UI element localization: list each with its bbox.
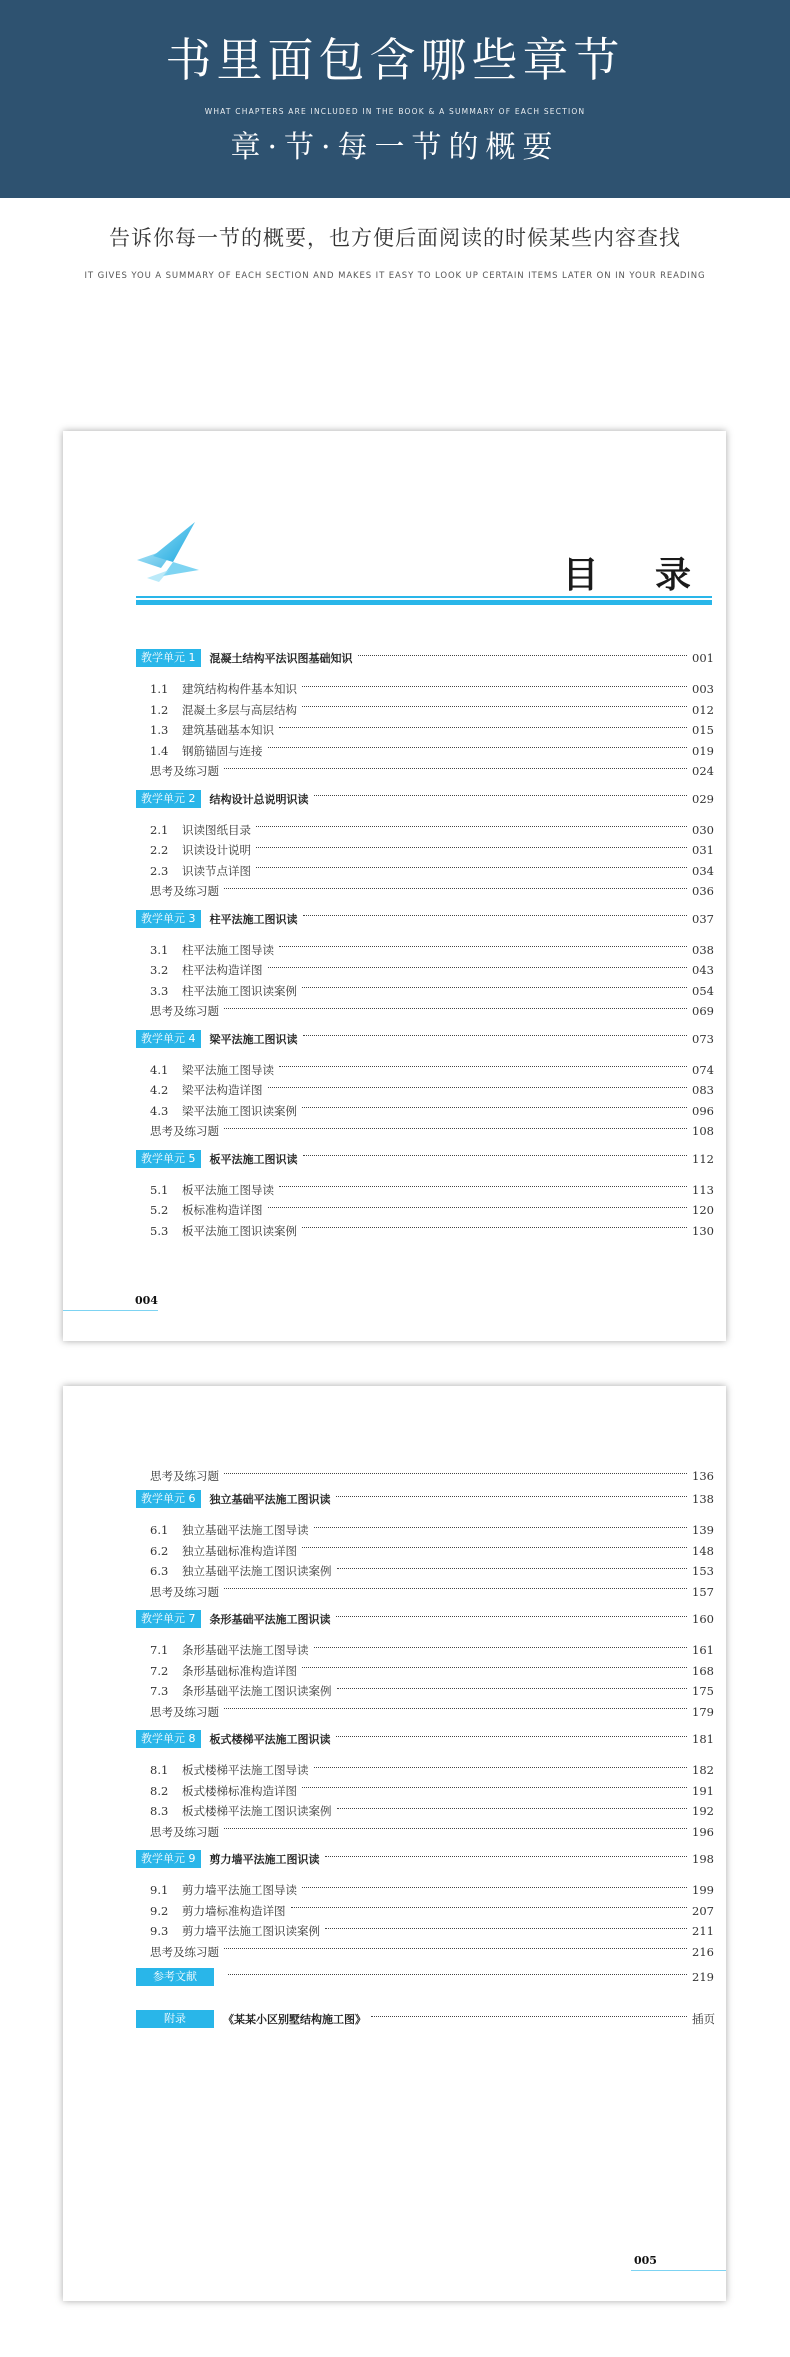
section-title: 思考及练习题 xyxy=(150,1584,219,1599)
section-number: 2.2 xyxy=(150,843,169,857)
page-ref: 148 xyxy=(692,1543,714,1558)
toc-section-row[interactable] xyxy=(136,702,712,718)
toc-section-row[interactable] xyxy=(136,1923,712,1939)
unit-badge: 教学单元 7 xyxy=(136,1610,201,1628)
toc-section-row[interactable] xyxy=(136,1003,712,1019)
dot-leader xyxy=(224,1588,687,1589)
page-number: 005 xyxy=(634,2254,657,2267)
section-number: 9.2 xyxy=(150,1903,169,1918)
unit-title: 梁平法施工图识读 xyxy=(209,1032,298,1046)
dot-leader xyxy=(224,768,687,769)
dot-leader xyxy=(325,1928,687,1929)
section-title: 板式楼梯平法施工图识读案例 xyxy=(182,1804,332,1818)
section-title: 梁平法构造详图 xyxy=(182,1083,263,1097)
page-ref: 138 xyxy=(692,1492,714,1506)
section-number: 5.3 xyxy=(150,1223,169,1238)
toc-section-row[interactable] xyxy=(136,942,712,958)
toc-section-row[interactable] xyxy=(136,1123,712,1139)
toc-section-row[interactable] xyxy=(136,1062,712,1078)
dot-leader xyxy=(256,826,687,827)
page-ref: 037 xyxy=(692,911,714,926)
toc-section-row[interactable] xyxy=(136,1824,712,1840)
page-ref: 157 xyxy=(692,1584,714,1599)
toc-section-row[interactable] xyxy=(136,1882,712,1898)
unit-badge: 参考文献 xyxy=(136,1968,214,1986)
dot-leader xyxy=(337,1568,688,1569)
toc-section-row[interactable] xyxy=(136,1563,712,1579)
section-title: 柱平法构造详图 xyxy=(182,963,263,977)
dot-leader xyxy=(256,867,687,868)
page-ref: 034 xyxy=(692,863,714,878)
section-number: 7.1 xyxy=(150,1643,169,1657)
dot-leader xyxy=(279,1066,687,1067)
dot-leader xyxy=(268,1207,688,1208)
section-title: 识读节点详图 xyxy=(182,863,251,878)
page-ref: 038 xyxy=(692,942,714,957)
toc-section-row[interactable] xyxy=(136,1762,712,1778)
section-title: 思考及练习题 xyxy=(150,1004,219,1018)
toc-list xyxy=(136,431,712,1331)
toc-section-row[interactable] xyxy=(136,1704,712,1720)
page-ref: 112 xyxy=(692,1151,714,1166)
page-ref: 036 xyxy=(692,884,714,898)
dot-leader xyxy=(314,1767,688,1768)
toc-section-row[interactable] xyxy=(136,1584,712,1600)
dot-leader xyxy=(302,1227,687,1228)
dot-leader xyxy=(303,1035,688,1036)
toc-section-row[interactable] xyxy=(136,1543,712,1559)
toc-unit-row[interactable] xyxy=(136,910,712,928)
page-ref: 207 xyxy=(692,1903,714,1918)
toc-unit-row[interactable] xyxy=(136,1610,712,1628)
dot-leader xyxy=(268,1087,688,1088)
unit-title: 板平法施工图识读 xyxy=(209,1152,298,1166)
dot-leader xyxy=(314,795,688,796)
unit-badge: 教学单元 8 xyxy=(136,1730,201,1748)
dot-leader xyxy=(302,1887,687,1888)
page-ref: 插页 xyxy=(692,2012,715,2026)
toc-section-row[interactable] xyxy=(136,1944,712,1960)
section-number: 4.1 xyxy=(150,1062,169,1077)
footer-rule xyxy=(63,1310,158,1311)
dot-leader xyxy=(279,1186,687,1187)
section-title: 梁平法施工图识读案例 xyxy=(182,1103,297,1118)
section-title: 思考及练习题 xyxy=(150,1704,219,1719)
unit-title: 结构设计总说明识读 xyxy=(209,792,309,806)
toc-unit-row[interactable] xyxy=(136,790,712,808)
section-title: 柱平法施工图导读 xyxy=(182,942,274,957)
section-title: 思考及练习题 xyxy=(150,884,219,898)
page-ref: 198 xyxy=(692,1852,714,1866)
dot-leader xyxy=(314,1527,688,1528)
page-ref: 130 xyxy=(692,1223,714,1238)
page-ref: 199 xyxy=(692,1883,714,1897)
toc-unit-row[interactable] xyxy=(136,1150,712,1168)
page-ref: 216 xyxy=(692,1944,714,1959)
section-number: 2.1 xyxy=(150,822,169,837)
page-ref: 219 xyxy=(692,1970,714,1984)
section-number: 8.3 xyxy=(150,1804,169,1818)
dot-leader xyxy=(336,1496,688,1497)
section-title: 板平法施工图识读案例 xyxy=(182,1223,297,1238)
section-number: 5.2 xyxy=(150,1203,169,1217)
dot-leader xyxy=(224,1948,687,1949)
dot-leader xyxy=(224,888,687,889)
page-ref: 160 xyxy=(692,1612,714,1626)
unit-badge: 教学单元 5 xyxy=(136,1150,201,1168)
page-ref: 113 xyxy=(692,1182,714,1197)
toc-heading: 目 录 xyxy=(562,554,713,596)
page-ref: 192 xyxy=(692,1804,714,1818)
section-title: 板标准构造详图 xyxy=(182,1203,263,1217)
page-ref: 120 xyxy=(692,1203,714,1217)
section-number: 1.2 xyxy=(150,702,169,717)
dot-leader xyxy=(224,1473,687,1474)
dot-leader xyxy=(224,1128,687,1129)
footer-rule xyxy=(631,2270,726,2271)
toc-section-row[interactable] xyxy=(136,681,712,697)
page-ref: 012 xyxy=(692,702,714,717)
unit-title: 混凝土结构平法识图基础知识 xyxy=(209,652,353,665)
section-title: 条形基础标准构造详图 xyxy=(182,1663,297,1678)
page-ref: 181 xyxy=(692,1732,714,1746)
toc-section-row[interactable] xyxy=(136,983,712,999)
section-title: 思考及练习题 xyxy=(150,1944,219,1959)
toc-section-row[interactable] xyxy=(136,1683,712,1699)
page-ref: 153 xyxy=(692,1564,714,1578)
section-title: 条形基础平法施工图导读 xyxy=(182,1643,309,1657)
section-title: 独立基础标准构造详图 xyxy=(182,1543,297,1558)
page-ref: 083 xyxy=(692,1083,714,1097)
page-ref: 175 xyxy=(692,1684,714,1698)
dot-leader xyxy=(302,1667,687,1668)
section-number: 1.3 xyxy=(150,723,169,737)
section-number: 4.2 xyxy=(150,1083,169,1097)
toc-section-row[interactable] xyxy=(136,863,712,879)
page-ref: 211 xyxy=(692,1924,714,1938)
toc-section-row[interactable] xyxy=(136,1642,712,1658)
toc-section-row[interactable] xyxy=(136,1663,712,1679)
section-title: 条形基础平法施工图识读案例 xyxy=(182,1684,332,1698)
dot-leader xyxy=(314,1647,688,1648)
toc-section-row[interactable] xyxy=(136,962,712,978)
dot-leader xyxy=(302,1787,687,1788)
toc-unit-row[interactable] xyxy=(136,1490,712,1508)
toc-page-1 xyxy=(63,431,726,1341)
section-title: 独立基础平法施工图识读案例 xyxy=(182,1564,332,1578)
page-ref: 003 xyxy=(692,682,714,696)
dot-leader xyxy=(224,1008,687,1009)
dot-leader xyxy=(256,847,687,848)
toc-unit-row[interactable] xyxy=(136,1730,712,1748)
section-title: 思考及练习题 xyxy=(150,1824,219,1839)
dot-leader xyxy=(303,1155,688,1156)
page-ref: 074 xyxy=(692,1062,714,1077)
page-ref: 161 xyxy=(692,1643,714,1657)
toc-section-row[interactable] xyxy=(136,1223,712,1239)
section-title: 混凝土多层与高层结构 xyxy=(182,702,297,717)
banner-subtitle: 章·节·每一节的概要 xyxy=(230,130,560,165)
section-number: 1.4 xyxy=(150,743,169,758)
section-title: 识读设计说明 xyxy=(182,843,251,857)
page-ref: 191 xyxy=(692,1783,714,1798)
unit-badge: 附录 xyxy=(136,2010,214,2028)
dot-leader xyxy=(268,747,688,748)
unit-title: 《某某小区别墅结构施工图》 xyxy=(223,2013,366,2026)
section-title: 板式楼梯标准构造详图 xyxy=(182,1783,297,1798)
dot-leader xyxy=(302,706,687,707)
dot-leader xyxy=(337,1688,688,1689)
section-title: 柱平法施工图识读案例 xyxy=(182,983,297,998)
unit-title: 柱平法施工图识读 xyxy=(209,912,298,926)
page-ref: 030 xyxy=(692,822,714,837)
section-title: 建筑基础基本知识 xyxy=(182,723,274,737)
unit-badge: 教学单元 3 xyxy=(136,910,201,928)
section-number: 7.2 xyxy=(150,1663,169,1678)
page-ref: 024 xyxy=(692,764,714,778)
page-ref: 073 xyxy=(692,1031,714,1046)
section-title: 剪力墙平法施工图识读案例 xyxy=(182,1924,320,1938)
unit-title: 板式楼梯平法施工图识读 xyxy=(209,1733,331,1746)
page-ref: 031 xyxy=(692,843,714,857)
unit-badge: 教学单元 4 xyxy=(136,1030,201,1048)
dot-leader xyxy=(224,1708,687,1709)
unit-title: 独立基础平法施工图识读 xyxy=(209,1493,331,1506)
section-number: 6.2 xyxy=(150,1543,169,1558)
dot-leader xyxy=(371,2016,687,2017)
dot-leader xyxy=(279,946,687,947)
toc-unit-row[interactable] xyxy=(136,1030,712,1048)
page-ref: 043 xyxy=(692,963,714,977)
dot-leader xyxy=(302,1547,687,1548)
dot-leader xyxy=(302,686,687,687)
section-number: 9.1 xyxy=(150,1883,169,1897)
toc-section-row[interactable] xyxy=(136,1903,712,1919)
toc-section-row[interactable] xyxy=(136,1182,712,1198)
page-ref: 182 xyxy=(692,1763,714,1777)
page-number: 004 xyxy=(135,1294,158,1307)
section-title: 板平法施工图导读 xyxy=(182,1182,274,1197)
section-title: 思考及练习题 xyxy=(150,764,219,778)
section-number: 3.3 xyxy=(150,983,169,998)
toc-section-row[interactable] xyxy=(136,1468,712,1484)
unit-badge: 教学单元 1 xyxy=(136,649,201,667)
unit-badge: 教学单元 9 xyxy=(136,1850,201,1868)
section-number: 2.3 xyxy=(150,863,169,878)
toc-section-row[interactable] xyxy=(136,1783,712,1799)
section-title: 建筑结构构件基本知识 xyxy=(182,682,297,696)
page-ref: 136 xyxy=(692,1469,714,1483)
intro-text-en: IT GIVES YOU A SUMMARY OF EACH SECTION AND MAKES IT EASY TO LOOK UP CERTAIN ITEMS LATER ON IN YOUR READING xyxy=(84,271,706,281)
toc-unit-row[interactable] xyxy=(136,2010,715,2028)
section-number: 6.3 xyxy=(150,1564,169,1578)
toc-section-row[interactable] xyxy=(136,842,712,858)
toc-section-row[interactable] xyxy=(136,1202,712,1218)
section-number: 9.3 xyxy=(150,1924,169,1938)
dot-leader xyxy=(302,987,687,988)
dot-leader xyxy=(336,1616,688,1617)
toc-section-row[interactable] xyxy=(136,1082,712,1098)
toc-section-row[interactable] xyxy=(136,1103,712,1119)
section-title: 剪力墙平法施工图导读 xyxy=(182,1883,297,1897)
dot-leader xyxy=(291,1907,688,1908)
toc-unit-row[interactable] xyxy=(136,649,712,667)
section-title: 梁平法施工图导读 xyxy=(182,1062,274,1077)
unit-title: 条形基础平法施工图识读 xyxy=(209,1613,331,1626)
toc-section-row[interactable] xyxy=(136,743,712,759)
page-ref: 069 xyxy=(692,1004,714,1018)
dot-leader xyxy=(228,1974,687,1975)
page-ref: 168 xyxy=(692,1663,714,1678)
dot-leader xyxy=(358,655,688,656)
dot-leader xyxy=(336,1736,688,1737)
toc-page-2 xyxy=(63,1386,726,2301)
page-ref: 001 xyxy=(692,651,714,665)
section-number: 5.1 xyxy=(150,1182,169,1197)
section-title: 思考及练习题 xyxy=(150,1124,219,1138)
page-ref: 096 xyxy=(692,1103,714,1118)
section-title: 板式楼梯平法施工图导读 xyxy=(182,1763,309,1777)
section-title: 剪力墙标准构造详图 xyxy=(182,1903,286,1918)
toc-section-row[interactable] xyxy=(136,722,712,738)
page-ref: 179 xyxy=(692,1704,714,1719)
section-number: 4.3 xyxy=(150,1103,169,1118)
intro-text: 告诉你每一节的概要，也方便后面阅读的时候某些内容查找 xyxy=(109,226,681,250)
section-number: 8.1 xyxy=(150,1763,169,1777)
page-ref: 015 xyxy=(692,723,714,737)
section-number: 8.2 xyxy=(150,1783,169,1798)
header-banner xyxy=(0,0,790,198)
toc-section-row[interactable] xyxy=(136,822,712,838)
section-number: 3.1 xyxy=(150,942,169,957)
dot-leader xyxy=(302,1107,687,1108)
dot-leader xyxy=(303,915,688,916)
dot-leader xyxy=(325,1856,688,1857)
toc-section-row[interactable] xyxy=(136,763,712,779)
section-title: 钢筋锚固与连接 xyxy=(182,743,263,758)
section-number: 3.2 xyxy=(150,963,169,977)
dot-leader xyxy=(279,727,687,728)
dot-leader xyxy=(268,967,688,968)
toc-unit-row[interactable] xyxy=(136,1850,712,1868)
toc-list xyxy=(136,1386,715,2286)
unit-badge: 教学单元 2 xyxy=(136,790,201,808)
page-ref: 029 xyxy=(692,791,714,806)
toc-section-row[interactable] xyxy=(136,883,712,899)
toc-section-row[interactable] xyxy=(136,1522,712,1538)
toc-section-row[interactable] xyxy=(136,1803,712,1819)
section-number: 7.3 xyxy=(150,1684,169,1698)
page-ref: 019 xyxy=(692,743,714,758)
dot-leader xyxy=(224,1828,687,1829)
section-title: 独立基础平法施工图导读 xyxy=(182,1523,309,1537)
section-title: 识读图纸目录 xyxy=(182,822,251,837)
banner-title-en: WHAT CHAPTERS ARE INCLUDED IN THE BOOK & A SUMMARY OF EACH SECTION xyxy=(204,107,586,116)
toc-unit-row[interactable] xyxy=(136,1968,712,1986)
banner-title: 书里面包含哪些章节 xyxy=(165,33,625,87)
dot-leader xyxy=(337,1808,688,1809)
unit-badge: 教学单元 6 xyxy=(136,1490,201,1508)
section-title: 思考及练习题 xyxy=(150,1469,219,1483)
section-number: 1.1 xyxy=(150,682,169,696)
page-ref: 054 xyxy=(692,983,714,998)
page-ref: 139 xyxy=(692,1523,714,1537)
unit-title: 剪力墙平法施工图识读 xyxy=(209,1853,320,1866)
page-ref: 196 xyxy=(692,1824,714,1839)
page-ref: 108 xyxy=(692,1124,714,1138)
section-number: 6.1 xyxy=(150,1523,169,1537)
